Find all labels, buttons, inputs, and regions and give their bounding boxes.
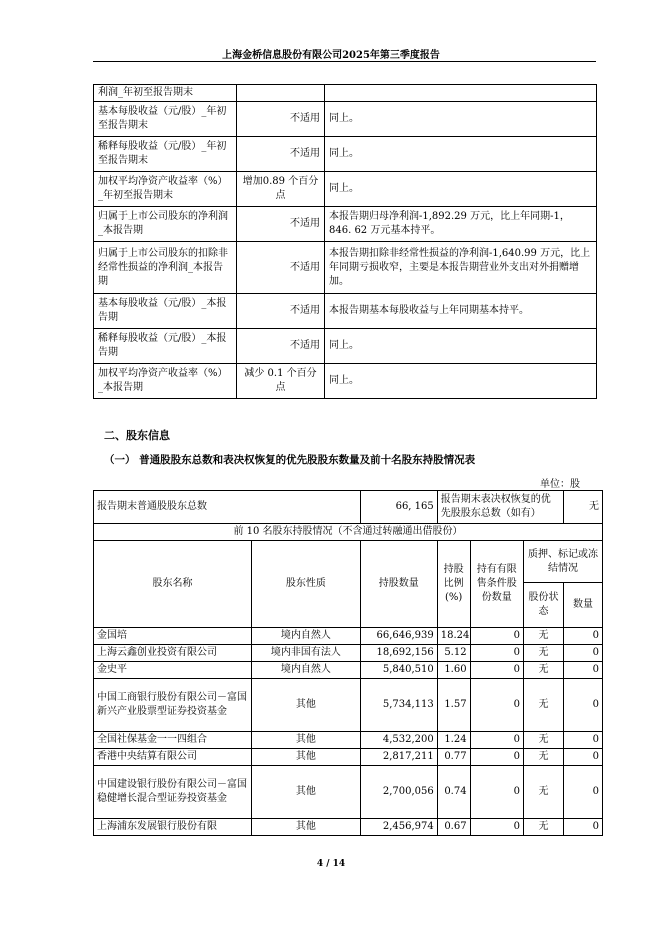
holder-qty: 0 — [563, 749, 602, 766]
indicator-item: 加权平均净资产收益率（%）_年初至报告期末 — [94, 172, 237, 207]
header-divider — [93, 61, 596, 62]
holder-name: 香港中央结算有限公司 — [94, 749, 252, 766]
preferred-holders-value: 无 — [563, 491, 602, 524]
indicator-value: 减少 0.1 个百分点 — [237, 364, 325, 399]
holder-name: 金国培 — [94, 628, 252, 645]
table-row — [94, 662, 603, 679]
holder-qty: 0 — [563, 679, 602, 732]
indicator-value: 不适用 — [237, 242, 325, 294]
indicator-note: 同上。 — [325, 172, 597, 207]
table-header-row — [94, 541, 603, 583]
holder-status: 无 — [523, 662, 563, 679]
indicator-item: 基本每股收益（元/股）_本报告期 — [94, 294, 237, 329]
top10-caption: 前 10 名股东持股情况（不含通过转融通出借股份） — [94, 524, 603, 541]
table-row — [94, 102, 597, 137]
indicator-value — [237, 85, 325, 102]
holder-status: 无 — [523, 628, 563, 645]
holder-nature: 其他 — [252, 766, 361, 819]
column-header: 质押、标记或冻结情况 — [523, 541, 602, 583]
holder-nature: 其他 — [252, 679, 361, 732]
holder-qty: 0 — [563, 732, 602, 749]
holder-restricted: 0 — [470, 645, 523, 662]
holder-shares: 5,734,113 — [360, 679, 437, 732]
holder-status: 无 — [523, 766, 563, 819]
holder-restricted: 0 — [470, 749, 523, 766]
column-header: 股东性质 — [252, 541, 361, 628]
holder-qty: 0 — [563, 819, 602, 836]
holder-status: 无 — [523, 819, 563, 836]
holder-qty: 0 — [563, 645, 602, 662]
holder-restricted: 0 — [470, 819, 523, 836]
indicator-note: 本报告期归母净利润-1,892.29 万元，比上年同期-1，846. 62 万元基本持平。 — [325, 207, 597, 242]
page-number: 4 / 14 — [316, 859, 346, 869]
holder-qty: 0 — [563, 766, 602, 819]
table-row — [94, 766, 603, 819]
holder-status: 无 — [523, 732, 563, 749]
holder-nature: 境内非国有法人 — [252, 645, 361, 662]
holder-nature: 境内自然人 — [252, 628, 361, 645]
holder-status: 无 — [523, 679, 563, 732]
holder-nature: 其他 — [252, 749, 361, 766]
shareholders-table — [93, 490, 603, 836]
column-header: 持股数量 — [360, 541, 437, 628]
holder-restricted: 0 — [470, 766, 523, 819]
holder-ratio: 0.74 — [437, 766, 470, 819]
total-holders-label: 报告期末普通股股东总数 — [94, 491, 361, 524]
table-row — [94, 364, 597, 399]
column-header: 持股比例(%) — [437, 541, 470, 628]
table-row — [94, 645, 603, 662]
table-row — [94, 294, 597, 329]
indicator-value: 不适用 — [237, 102, 325, 137]
holder-restricted: 0 — [470, 732, 523, 749]
table-row — [94, 524, 603, 541]
indicator-note: 本报告期基本每股收益与上年同期基本持平。 — [325, 294, 597, 329]
indicator-value: 不适用 — [237, 207, 325, 242]
table-row — [94, 491, 603, 524]
holder-name: 上海云鑫创业投资有限公司 — [94, 645, 252, 662]
section-title: 二、股东信息 — [104, 429, 170, 442]
holder-ratio: 18.24 — [437, 628, 470, 645]
holder-shares: 2,456,974 — [360, 819, 437, 836]
holder-restricted: 0 — [470, 662, 523, 679]
holder-nature: 其他 — [252, 732, 361, 749]
holder-ratio: 1.24 — [437, 732, 470, 749]
holder-ratio: 5.12 — [437, 645, 470, 662]
indicator-item: 稀释每股收益（元/股）_年初至报告期末 — [94, 137, 237, 172]
table-row — [94, 242, 597, 294]
holder-name: 金史平 — [94, 662, 252, 679]
holder-name: 全国社保基金一一四组合 — [94, 732, 252, 749]
table-row — [94, 85, 597, 102]
table-row — [94, 207, 597, 242]
table-row — [94, 732, 603, 749]
holder-qty: 0 — [563, 662, 602, 679]
holder-shares: 66,646,939 — [360, 628, 437, 645]
page-header: 上海金桥信息股份有限公司2025年第三季度报告 — [222, 50, 440, 61]
indicator-note — [325, 85, 597, 102]
total-holders-value: 66, 165 — [360, 491, 437, 524]
indicator-value: 不适用 — [237, 294, 325, 329]
preferred-holders-label: 报告期末表决权恢复的优先股股东总数（如有） — [437, 491, 563, 524]
table-row — [94, 819, 603, 836]
indicator-item: 利润_年初至报告期末 — [94, 85, 237, 102]
subsection-title: （一） 普通股股东总数和表决权恢复的优先股股东数量及前十名股东持股情况表 — [104, 454, 476, 466]
table-row — [94, 628, 603, 645]
indicator-note: 本报告期扣除非经常性损益的净利润-1,640.99 万元，比上年同期亏损收窄，主要是本报告期营业外支出对外捐赠增加。 — [325, 242, 597, 294]
holder-nature: 境内自然人 — [252, 662, 361, 679]
indicator-item: 基本每股收益（元/股）_年初至报告期末 — [94, 102, 237, 137]
table-row — [94, 329, 597, 364]
indicator-note: 同上。 — [325, 364, 597, 399]
holder-ratio: 0.67 — [437, 819, 470, 836]
indicator-value: 不适用 — [237, 329, 325, 364]
holder-shares: 18,692,156 — [360, 645, 437, 662]
indicator-value: 不适用 — [237, 137, 325, 172]
holder-ratio: 1.57 — [437, 679, 470, 732]
holder-shares: 2,700,056 — [360, 766, 437, 819]
indicator-item: 加权平均净资产收益率（%）_本报告期 — [94, 364, 237, 399]
holder-name: 上海浦东发展银行股份有限 — [94, 819, 252, 836]
column-header: 股东名称 — [94, 541, 252, 628]
table-row — [94, 749, 603, 766]
financial-indicators-table — [93, 84, 597, 399]
column-header: 持有有限售条件股份数量 — [470, 541, 523, 628]
holder-ratio: 0.77 — [437, 749, 470, 766]
holder-shares: 4,532,200 — [360, 732, 437, 749]
holder-name: 中国建设银行股份有限公司－富国稳健增长混合型证券投资基金 — [94, 766, 252, 819]
holder-restricted: 0 — [470, 628, 523, 645]
holder-qty: 0 — [563, 628, 602, 645]
holder-shares: 2,817,211 — [360, 749, 437, 766]
holder-nature: 其他 — [252, 819, 361, 836]
holder-ratio: 1.60 — [437, 662, 470, 679]
indicator-note: 同上。 — [325, 329, 597, 364]
table-row — [94, 137, 597, 172]
indicator-item: 稀释每股收益（元/股）_本报告期 — [94, 329, 237, 364]
indicator-item: 归属于上市公司股东的扣除非经常性损益的净利润_本报告期 — [94, 242, 237, 294]
table-row — [94, 679, 603, 732]
holder-restricted: 0 — [470, 679, 523, 732]
indicator-item: 归属于上市公司股东的净利润_本报告期 — [94, 207, 237, 242]
indicator-value: 增加0.89 个百分点 — [237, 172, 325, 207]
holder-name: 中国工商银行股份有限公司－富国新兴产业股票型证券投资基金 — [94, 679, 252, 732]
column-header: 股份状态 — [523, 583, 563, 628]
holder-status: 无 — [523, 645, 563, 662]
holder-shares: 5,840,510 — [360, 662, 437, 679]
table-row — [94, 172, 597, 207]
indicator-note: 同上。 — [325, 102, 597, 137]
holder-status: 无 — [523, 749, 563, 766]
column-header: 数量 — [563, 583, 602, 628]
indicator-note: 同上。 — [325, 137, 597, 172]
unit-label: 单位：股 — [540, 479, 580, 490]
